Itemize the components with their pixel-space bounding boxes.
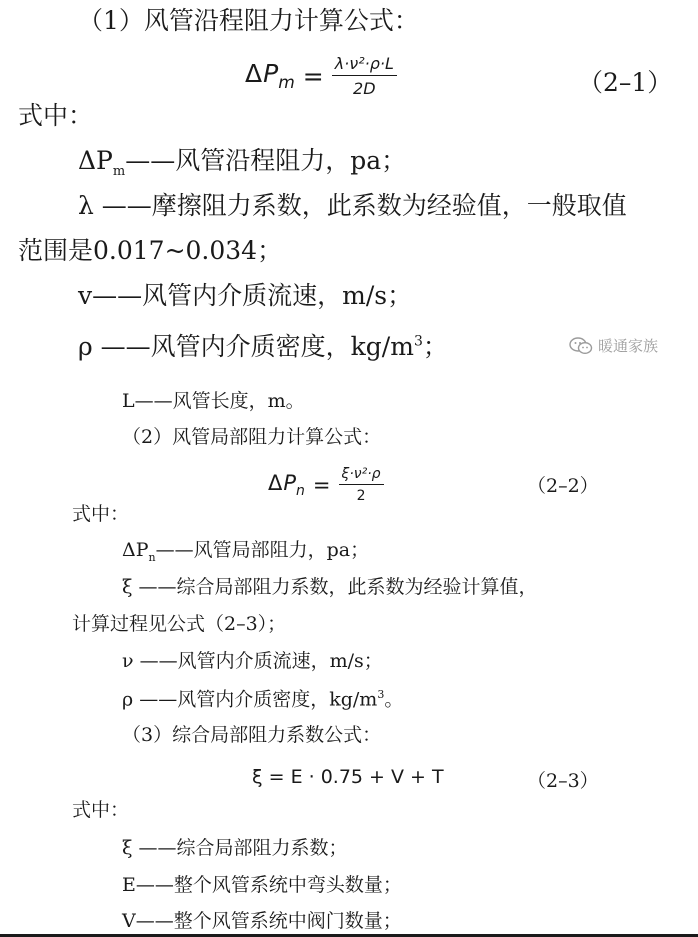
def-delta-pm: $\Delta P_m——$风管沿程阻力，pa； [78,146,407,179]
watermark-text: 暖通家族 [598,337,659,355]
equation-2-2-numerator: ξ·ν²·ρ [339,466,384,485]
section3-where: 式中： [72,799,130,821]
def-nu: ν ——风管内介质流速，m/s； [122,650,383,672]
equation-2-2-lhs: $\Delta P_n$ [268,470,305,500]
def-xi-process: 计算过程见公式（2–3）； [72,613,287,635]
equation-2-1-number: （2–1） [578,68,673,97]
equation-2-3-text: ξ = E · 0.75 + V + T [252,766,444,788]
equation-2-3 [252,766,444,788]
equation-2-1: $\Delta P_m$ = $\frac{\text{λ·ν²·ρ·L}}{2D}$ [245,54,397,98]
def-lambda: λ ——摩擦阻力系数，此系数为经验值，一般取值 [78,191,627,220]
equation-2-2-number: （2–2） [527,475,599,497]
def-v: v——风管内介质流速，m/s； [78,281,413,310]
section2-where: 式中： [72,503,130,525]
def-rho-2: ρ ——风管内介质密度，$kg/m^3$。 [122,688,404,711]
equation-2-3-number: （2–3） [527,770,599,792]
section1-where: 式中： [18,101,94,130]
def-l: L——风管长度，m。 [122,390,305,412]
def-xi-3: ξ ——综合局部阻力系数； [122,837,348,859]
equation-2-2: $\Delta P_n$ = $\frac{\text{ξ·ν²·ρ}}{2}$ [268,466,384,504]
section3-heading: （3）综合局部阻力系数公式： [122,724,382,746]
def-lambda-range: 范围是0.017~0.034； [18,236,283,265]
def-delta-pn: $\Delta P_n——$风管局部阻力，pa； [122,539,370,564]
def-e: E——整个风管系统中弯头数量； [122,874,402,896]
equation-2-1-lhs: $\Delta P_m$ [245,59,295,93]
wechat-icon [569,337,593,355]
section2-heading: （2）风管局部阻力计算公式： [122,426,382,448]
equation-2-2-denominator: 2 [356,488,366,504]
equation-2-1-fraction [332,54,397,98]
equation-2-1-denominator: 2D [353,79,376,98]
equation-2-1-numerator: λ·ν²·ρ·L [332,54,397,76]
equation-2-2-fraction [339,466,384,504]
def-rho: ρ ——风管内介质密度，$kg/m^3$； [78,332,448,361]
section1-heading: （1）风管沿程阻力计算公式： [78,6,419,35]
def-xi: ξ ——综合局部阻力系数，此系数为经验计算值， [122,576,538,598]
watermark [569,335,658,356]
def-v-valves: V——整个风管系统中阀门数量； [122,910,402,932]
